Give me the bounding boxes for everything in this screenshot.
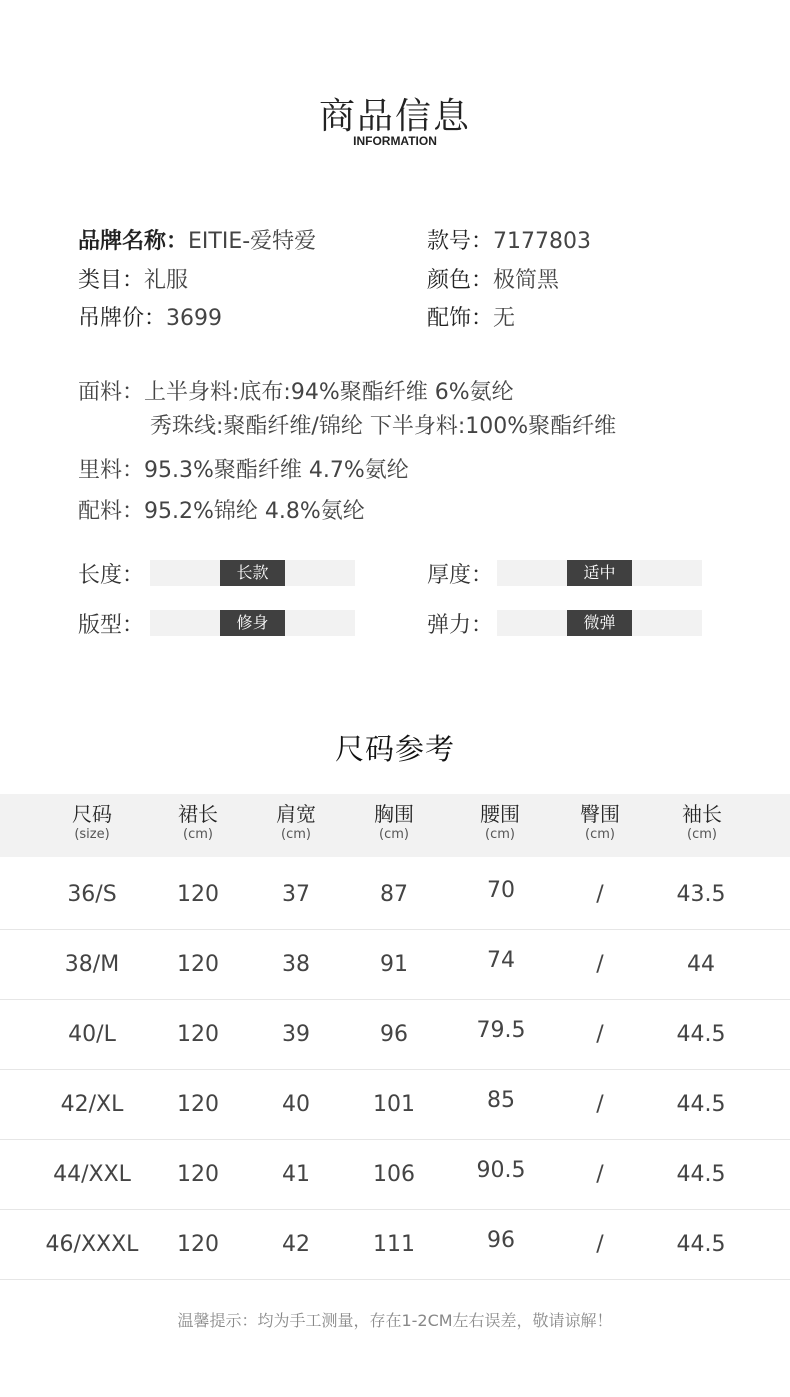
- size-chart-title: 尺码参考: [334, 732, 455, 766]
- fit-label: 版型：: [78, 613, 145, 638]
- column-name: 胸围: [374, 802, 414, 826]
- length-label: 长度：: [78, 563, 145, 588]
- accessory-label: 配饰：: [427, 306, 494, 331]
- length-indicator: 长款: [220, 560, 285, 586]
- price-label: 吊牌价：: [78, 306, 167, 331]
- table-cell: 120: [177, 952, 219, 977]
- table-cell: 120: [177, 1092, 219, 1117]
- table-cell: 91: [380, 952, 408, 977]
- fabric-trim: [78, 494, 365, 525]
- table-cell: 42/XL: [60, 1092, 124, 1117]
- table-cell: 120: [177, 1162, 219, 1187]
- color-value: 极简黑: [493, 268, 560, 293]
- fabric-lining: [78, 453, 409, 484]
- column-unit: (cm): [379, 827, 409, 842]
- page-subtitle: INFORMATION: [353, 134, 437, 148]
- elasticity-label: 弹力：: [427, 613, 494, 638]
- table-row: [0, 998, 790, 1070]
- column-name: 裙长: [178, 802, 218, 826]
- column-header-waist: [450, 802, 550, 844]
- table-row: [0, 1208, 790, 1280]
- table-cell: /: [596, 1232, 604, 1257]
- thickness-label: 厚度：: [427, 563, 494, 588]
- table-cell: 106: [373, 1162, 415, 1187]
- brand-label: 品牌名称：: [78, 229, 189, 254]
- table-cell: 87: [380, 882, 408, 907]
- column-name: 臀围: [580, 802, 620, 826]
- table-cell: /: [596, 952, 604, 977]
- table-row: [0, 1138, 790, 1210]
- fit-scale: [150, 610, 355, 636]
- category-info: [78, 263, 188, 294]
- category-value: 礼服: [144, 268, 189, 293]
- table-cell: 74: [487, 948, 515, 973]
- style-info: [427, 224, 591, 255]
- thickness-indicator: 适中: [567, 560, 632, 586]
- table-row: [0, 1068, 790, 1140]
- table-cell: 40/L: [68, 1022, 116, 1047]
- column-header-shoulder: [246, 802, 346, 844]
- table-cell: 85: [487, 1088, 515, 1113]
- table-cell: 46/XXXL: [45, 1232, 139, 1257]
- fabric-main-value-1: 上半身料:底布:94%聚酯纤维 6%氨纶: [144, 380, 514, 405]
- table-cell: 70: [487, 878, 515, 903]
- column-unit: (cm): [183, 827, 213, 842]
- table-cell: 90.5: [476, 1158, 526, 1183]
- style-label: 款号：: [427, 229, 494, 254]
- table-cell: 36/S: [67, 882, 117, 907]
- table-cell: 38: [282, 952, 310, 977]
- brand-info: [78, 224, 316, 255]
- column-unit: (cm): [585, 827, 615, 842]
- column-unit: (cm): [687, 827, 717, 842]
- table-cell: 41: [282, 1162, 310, 1187]
- table-row: [0, 858, 790, 930]
- table-cell: 79.5: [476, 1018, 526, 1043]
- color-label: 颜色：: [427, 268, 494, 293]
- table-cell: 44/XXL: [53, 1162, 131, 1187]
- table-cell: 44.5: [676, 1092, 726, 1117]
- price-value: 3699: [166, 306, 223, 331]
- table-cell: 44.5: [676, 1022, 726, 1047]
- length-scale: [150, 560, 355, 586]
- fabric-trim-value: 95.2%锦纶 4.8%氨纶: [144, 499, 365, 524]
- table-cell: 38/M: [64, 952, 120, 977]
- table-cell: 120: [177, 1232, 219, 1257]
- page-title: 商品信息: [318, 96, 471, 137]
- table-cell: /: [596, 882, 604, 907]
- column-header-dress-length: [148, 802, 248, 844]
- table-cell: 44: [687, 952, 715, 977]
- measurement-note: 温馨提示：均为手工测量，存在1-2CM左右误差，敬请谅解！: [177, 1311, 613, 1330]
- fabric-lining-value: 95.3%聚酯纤维 4.7%氨纶: [144, 458, 409, 483]
- price-info: [78, 301, 222, 332]
- thickness-scale: [497, 560, 702, 586]
- table-cell: 111: [373, 1232, 415, 1257]
- fabric-main-value-2: 秀珠线:聚酯纤维/锦纶 下半身料:100%聚酯纤维: [150, 414, 617, 439]
- column-name: 肩宽: [276, 802, 316, 826]
- accessory-value: 无: [493, 306, 516, 331]
- table-cell: 37: [282, 882, 310, 907]
- table-cell: 44.5: [676, 1232, 726, 1257]
- table-row: [0, 928, 790, 1000]
- elasticity-indicator: 微弹: [567, 610, 632, 636]
- table-cell: 96: [487, 1228, 515, 1253]
- table-cell: 40: [282, 1092, 310, 1117]
- column-unit: (cm): [281, 827, 311, 842]
- elasticity-scale: [497, 610, 702, 636]
- column-unit: (cm): [485, 827, 515, 842]
- table-cell: 101: [373, 1092, 415, 1117]
- fabric-main-label: 面料：: [78, 380, 145, 405]
- category-label: 类目：: [78, 268, 145, 293]
- table-cell: /: [596, 1162, 604, 1187]
- fabric-trim-label: 配料：: [78, 499, 145, 524]
- table-cell: 42: [282, 1232, 310, 1257]
- column-name: 腰围: [480, 802, 520, 826]
- column-unit: (size): [74, 827, 110, 842]
- fabric-main-line1: [78, 375, 514, 406]
- column-name: 袖长: [682, 802, 722, 826]
- table-cell: 43.5: [676, 882, 726, 907]
- table-cell: 39: [282, 1022, 310, 1047]
- accessory-info: [427, 301, 515, 332]
- column-header-hip: [550, 802, 650, 844]
- table-cell: /: [596, 1092, 604, 1117]
- column-header-bust: [344, 802, 444, 844]
- table-cell: /: [596, 1022, 604, 1047]
- style-value: 7177803: [493, 229, 591, 254]
- table-cell: 120: [177, 882, 219, 907]
- column-header-size: [42, 802, 142, 844]
- table-cell: 44.5: [676, 1162, 726, 1187]
- size-table-header: [0, 794, 790, 857]
- column-name: 尺码: [72, 802, 112, 826]
- column-header-sleeve: [652, 802, 752, 844]
- fit-indicator: 修身: [220, 610, 285, 636]
- brand-value: EITIE-爱特爱: [188, 229, 317, 254]
- table-cell: 120: [177, 1022, 219, 1047]
- table-cell: 96: [380, 1022, 408, 1047]
- fabric-lining-label: 里料：: [78, 458, 145, 483]
- color-info: [427, 263, 559, 294]
